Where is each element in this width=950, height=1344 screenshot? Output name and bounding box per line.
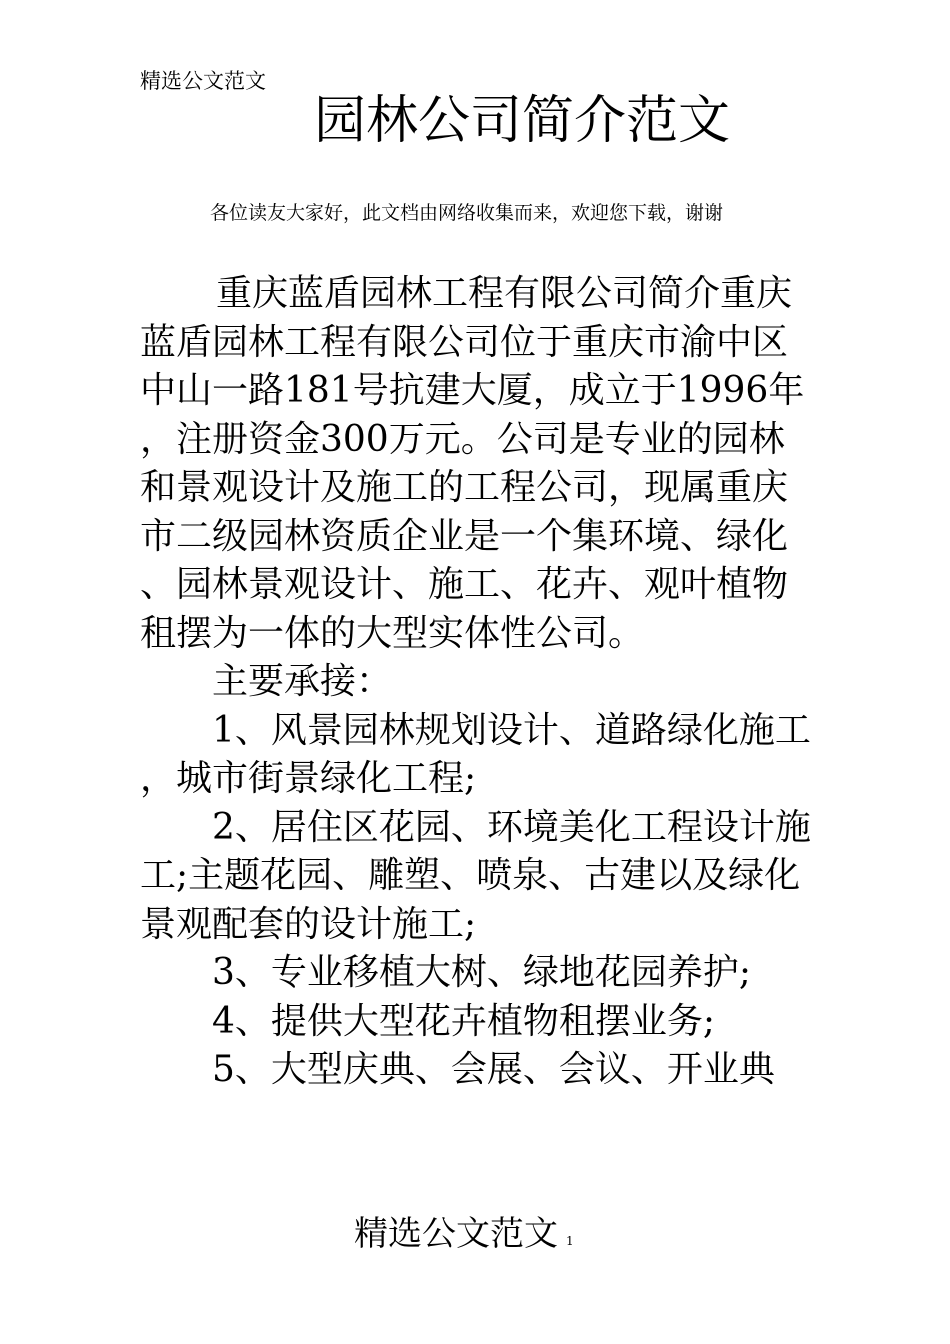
paragraph-main-business-heading: 主要承接： (212, 661, 393, 702)
list-item-business-4: 4、提供大型花卉植物租摆业务; (212, 1000, 716, 1042)
document-body (140, 270, 816, 1095)
document-title: 园林公司简介范文 (314, 91, 731, 151)
page-number: 1 (566, 1234, 574, 1248)
list-item-business-1: 1、风景园林规划设计、道路绿化施工，城市街景绿化工程; (140, 709, 811, 799)
list-item-business-2: 2、居住区花园、环境美化工程设计施工;主题花园、雕塑、喷泉、古建以及绿化景观配套的设计施工; (140, 806, 811, 945)
list-item-business-5: 5、大型庆典、会展、会议、开业典 (212, 1049, 775, 1090)
header-label: 精选公文范文 (140, 69, 266, 93)
paragraph-company-intro: 重庆蓝盾园林工程有限公司简介重庆蓝盾园林工程有限公司位于重庆市渝中区中山一路181号抗建大厦，成立于1996年，注册资金300万元。公司是专业的园林和景观设计及施工的工程公司，现属重庆市二级园林资质企业是一个集环境、绿化、园林景观设计、施工、花卉、观叶植物租摆为一体的大型实体性公司。 (140, 273, 805, 654)
greeting-note: 各位读友大家好，此文档由网络收集而来，欢迎您下载，谢谢 (210, 202, 724, 224)
page-footer (354, 1210, 574, 1258)
footer-label: 精选公文范文 (354, 1214, 558, 1254)
list-item-business-3: 3、专业移植大树、绿地花园养护; (212, 952, 752, 993)
